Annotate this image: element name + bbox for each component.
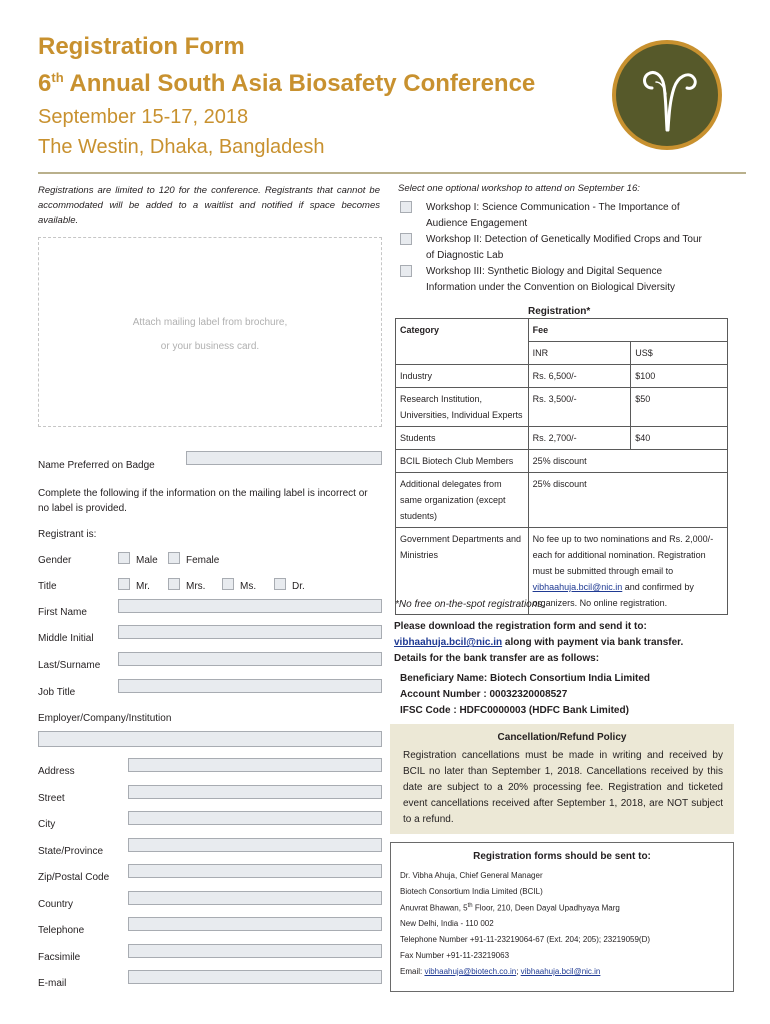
- bank-details: [400, 671, 650, 719]
- fee-header: Fee: [528, 319, 727, 342]
- gender-label: Gender: [38, 555, 72, 566]
- contact-email-link-2[interactable]: vibhaahuja.bcil@nic.in: [520, 967, 601, 976]
- employer-field[interactable]: [38, 731, 382, 747]
- email-field[interactable]: [128, 970, 382, 984]
- title-label: Title: [38, 581, 57, 592]
- gender-male-label: Male: [136, 555, 158, 566]
- table-row: [396, 388, 728, 427]
- conference-name: [38, 70, 535, 98]
- zip-field[interactable]: [128, 864, 382, 878]
- address-field[interactable]: [128, 758, 382, 772]
- inr-cell: Rs. 6,500/-: [528, 365, 631, 388]
- workshop-heading: Select one optional workshop to attend on September 16:: [398, 183, 640, 194]
- workshop-1-checkbox[interactable]: [400, 201, 412, 213]
- table-row: [396, 365, 728, 388]
- badge-name-label: Name Preferred on Badge: [38, 460, 155, 471]
- workshop-2-line1: Workshop II: Detection of Genetically Modified Crops and Tour: [426, 234, 702, 245]
- category-cell: Research Institution, Universities, Individual Experts: [396, 388, 529, 427]
- gov-fee-text-end: and confirmed by organizers. No online registration.: [532, 582, 694, 608]
- contact-name: Dr. Vibha Ahuja, Chief General Manager: [400, 871, 543, 880]
- conference-dates: September 15-17, 2018: [38, 106, 249, 128]
- telephone-field[interactable]: [128, 917, 382, 931]
- street-field[interactable]: [128, 785, 382, 799]
- event-ordinal: 6: [38, 70, 52, 97]
- zip-label: Zip/Postal Code: [38, 872, 110, 883]
- conference-venue: The Westin, Dhaka, Bangladesh: [38, 136, 325, 158]
- usd-header: US$: [631, 342, 728, 365]
- cancellation-policy-box: [390, 724, 734, 834]
- contact-fax: Fax Number +91-11-23219063: [400, 951, 510, 960]
- sprout-icon: [616, 44, 718, 146]
- download-line1: Please download the registration form and send it to:: [394, 621, 647, 632]
- registration-fee-table: [395, 318, 728, 615]
- workshop-3-label: [426, 264, 726, 296]
- table-row: [396, 473, 728, 528]
- workshop-3-line2: Information under the Convention on Biological Diversity: [426, 282, 676, 293]
- country-field[interactable]: [128, 891, 382, 905]
- inr-header: INR: [528, 342, 631, 365]
- middle-initial-label: Middle Initial: [38, 633, 94, 644]
- gov-fee-email-link[interactable]: vibhaahuja.bcil@nic.in: [532, 582, 623, 592]
- contact-address-1: [400, 903, 620, 913]
- registration-email-link[interactable]: vibhaahuja.bcil@nic.in: [394, 637, 503, 648]
- facsimile-label: Facsimile: [38, 952, 81, 963]
- usd-cell: $40: [631, 427, 728, 450]
- workshop-1-label: [426, 200, 726, 232]
- inr-cell: Rs. 2,700/-: [528, 427, 631, 450]
- last-name-field[interactable]: [118, 652, 382, 666]
- country-label: Country: [38, 899, 74, 910]
- mailing-label-hint-1: Attach mailing label from brochure,: [132, 317, 288, 328]
- title-ms-checkbox[interactable]: [222, 578, 234, 590]
- conference-logo: [612, 40, 722, 150]
- contact-org: Biotech Consortium India Limited (BCIL): [400, 887, 543, 896]
- workshop-3-line1: Workshop III: Synthetic Biology and Digital Sequence: [426, 266, 663, 277]
- event-name: Annual South Asia Biosafety Conference: [63, 70, 536, 97]
- cancellation-text: Registration cancellations must be made in writing and received by BCIL no later than September 1, 2018. Cancellations received by this date are subject to a 20% processing fee. Registration and ticketed event cancellations received after September 1, 2018, are NOT subject to a refund.: [403, 750, 723, 825]
- title-ms-label: Ms.: [240, 581, 257, 592]
- city-field[interactable]: [128, 811, 382, 825]
- fee-cell: 25% discount: [528, 473, 727, 528]
- table-header-row: [396, 319, 728, 342]
- gender-female-label: Female: [186, 555, 220, 566]
- registrant-is-label: Registrant is:: [38, 529, 97, 540]
- ifsc-code: IFSC Code : HDFC0000003 (HDFC Bank Limited): [400, 705, 629, 716]
- table-row: [396, 427, 728, 450]
- state-label: State/Province: [38, 846, 104, 857]
- state-field[interactable]: [128, 838, 382, 852]
- contact-email-label: Email:: [400, 967, 425, 976]
- address-1-start: Anuvrat Bhawan, 5: [400, 903, 468, 913]
- address-1-end: Floor, 210, Deen Dayal Upadhyaya Marg: [472, 903, 620, 913]
- address-label: Address: [38, 766, 75, 777]
- facsimile-field[interactable]: [128, 944, 382, 958]
- contact-address-2: New Delhi, India - 110 002: [400, 919, 494, 928]
- telephone-label: Telephone: [38, 925, 85, 936]
- workshop-1-line2: Audience Engagement: [426, 218, 528, 229]
- send-to-box: [390, 842, 734, 992]
- title-dr-checkbox[interactable]: [274, 578, 286, 590]
- contact-phone: Telephone Number +91-11-23219064-67 (Ext. 204; 205); 23219059(D): [400, 935, 651, 944]
- send-to-title: Registration forms should be sent to:: [473, 851, 651, 862]
- category-header: Category: [396, 319, 529, 365]
- inr-cell: Rs. 3,500/-: [528, 388, 631, 427]
- gender-male-checkbox[interactable]: [118, 552, 130, 564]
- cancellation-title: Cancellation/Refund Policy: [497, 732, 627, 743]
- workshop-2-label: [426, 232, 726, 264]
- category-cell: BCIL Biotech Club Members: [396, 450, 529, 473]
- category-cell: Students: [396, 427, 529, 450]
- title-mr-checkbox[interactable]: [118, 578, 130, 590]
- table-row: [396, 450, 728, 473]
- title-mrs-checkbox[interactable]: [168, 578, 180, 590]
- title-dr-label: Dr.: [292, 581, 305, 592]
- employer-label: Employer/Company/Institution: [38, 713, 172, 724]
- registration-fee-title: Registration*: [528, 306, 591, 317]
- address-1-sup: th: [467, 903, 473, 909]
- title-mr-label: Mr.: [136, 581, 150, 592]
- category-cell: Additional delegates from same organization (except students): [396, 473, 529, 528]
- last-name-label: Last/Surname: [38, 660, 101, 671]
- first-name-field[interactable]: [118, 599, 382, 613]
- form-title: Registration Form: [38, 33, 245, 60]
- no-spot-registration-note: *No free on-the-spot registrations.: [395, 599, 546, 610]
- download-line3: Details for the bank transfer are as follows:: [394, 653, 600, 664]
- badge-name-field[interactable]: [186, 451, 382, 465]
- fee-cell: 25% discount: [528, 450, 727, 473]
- contact-email-link-1[interactable]: vibhaahuja@biotech.co.in: [424, 967, 517, 976]
- title-mrs-label: Mrs.: [186, 581, 206, 592]
- beneficiary-name: Beneficiary Name: Biotech Consortium India Limited: [400, 673, 651, 684]
- mailing-label-area[interactable]: [38, 237, 382, 427]
- download-line2: along with payment via bank transfer.: [502, 637, 684, 648]
- registration-limit-note: Registrations are limited to 120 for the conference. Registrants that cannot be accommodated will be added to a waitlist and notified if space becomes available.: [38, 185, 380, 226]
- workshop-1-line1: Workshop I: Science Communication - The Importance of: [426, 202, 680, 213]
- gov-fee-text: No fee up to two nominations and Rs. 2,000/- each for additional nomination. Registration must be submitted through email to: [532, 534, 714, 576]
- street-label: Street: [38, 793, 65, 804]
- category-cell: Government Departments and Ministries: [396, 528, 529, 615]
- workshop-2-line2: of Diagnostic Lab: [426, 250, 504, 261]
- category-cell: Industry: [396, 365, 529, 388]
- usd-cell: $50: [631, 388, 728, 427]
- job-title-field[interactable]: [118, 679, 382, 693]
- mailing-label-hint-2: or your business card.: [160, 341, 260, 352]
- middle-initial-field[interactable]: [118, 625, 382, 639]
- workshop-2-checkbox[interactable]: [400, 233, 412, 245]
- usd-cell: $100: [631, 365, 728, 388]
- contact-email: [400, 967, 600, 976]
- form-instruction: Complete the following if the information on the mailing label is incorrect or no label is provided.: [38, 488, 368, 514]
- workshop-3-checkbox[interactable]: [400, 265, 412, 277]
- contact-email-separator: ;: [516, 967, 521, 976]
- job-title-label: Job Title: [38, 687, 76, 698]
- header-divider: [38, 172, 746, 174]
- gender-female-checkbox[interactable]: [168, 552, 180, 564]
- account-number: Account Number : 00032320008527: [400, 689, 568, 700]
- fee-cell: [528, 528, 727, 615]
- email-label: E-mail: [38, 978, 67, 989]
- city-label: City: [38, 819, 56, 830]
- first-name-label: First Name: [38, 607, 87, 618]
- download-instructions: [394, 619, 734, 667]
- event-ordinal-suffix: th: [51, 70, 64, 85]
